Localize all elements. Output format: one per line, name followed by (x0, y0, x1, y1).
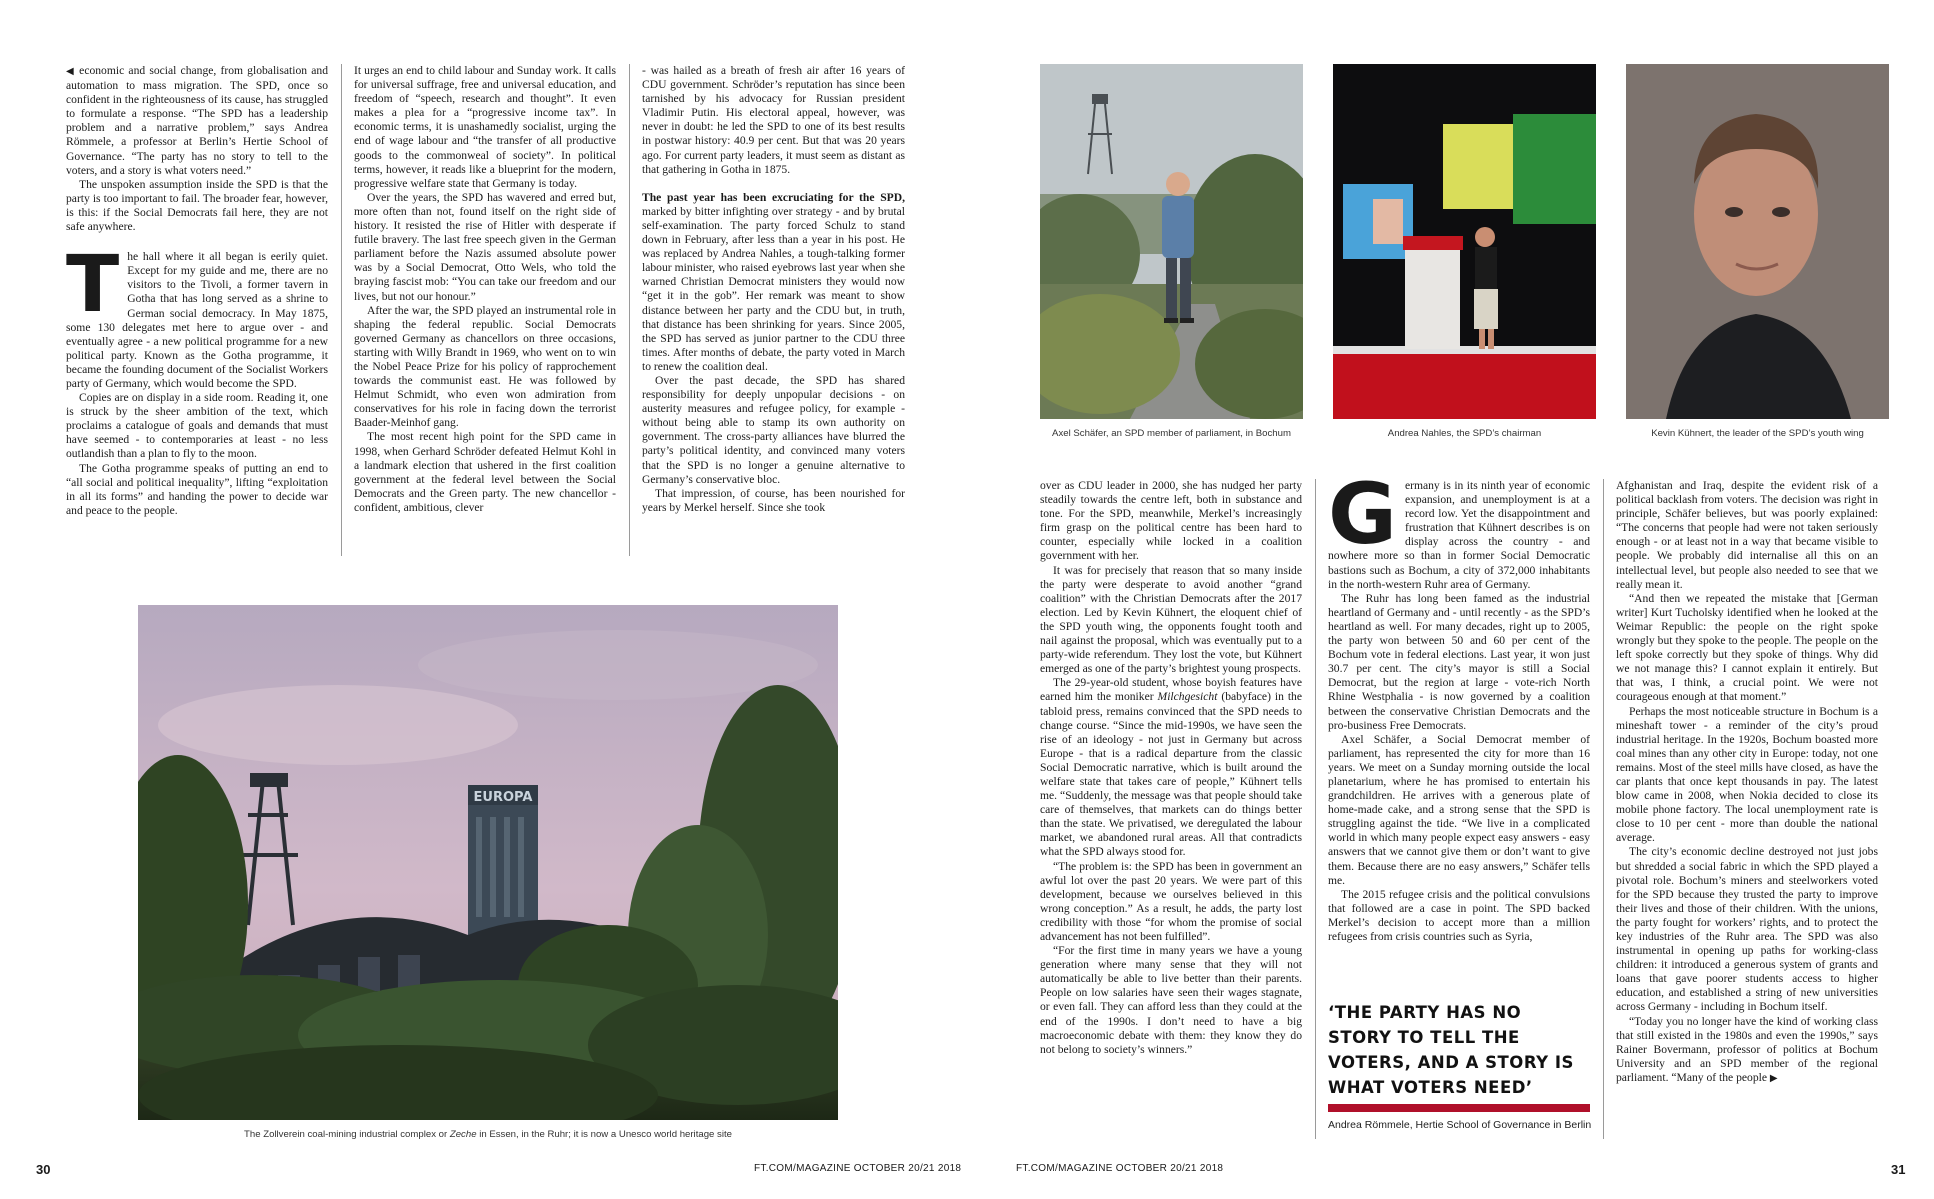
drop-cap: T (66, 240, 120, 331)
left-column-3 (642, 64, 905, 515)
page-footer: FT.COM/MAGAZINE OCTOBER 20/21 2018 (754, 1163, 962, 1174)
paragraph: It urges an end to child labour and Sunday work. It calls for universal suffrage, free and universal education, and freedom of “speech, research and thought”. It even makes a plea for a “progressive income tax”. In economic terms, it is unashamedly socialist, urging the end of wage labour and “the transfer of all productive goods to the commonweal of society”. In political terms, however, it reads like a blueprint for the modern, progressive welfare state that Germany is today. (354, 64, 616, 190)
andrea-nahles-caption: Andrea Nahles, the SPD’s chairman (1387, 428, 1542, 439)
paragraph: Axel Schäfer, a Social Democrat member of parliament, has represented the city for more than 16 years. We meet on a Sunday morning outside the local planetarium, where he has promised to entertain his grandchildren. He arrives with a generous plate of home-made cake, and a strong sense that the SPD is struggling against the tide. “We live in a complicated world in which many people expect easy answers - easy answers that we cannot give them or don’t want to give them. Because there are no easy answers,” Schäfer tells me. (1328, 732, 1590, 887)
right-page (967, 0, 1934, 1199)
axel-schafer-caption: Axel Schäfer, an SPD member of parliament, in Bochum (1052, 428, 1291, 439)
paragraph: “Today you no longer have the kind of working class that still existed in the 1980s and even the 1990s,” says Rainer Bovermann, professor of politics at Bochum University and an SPD member of the regional parliament. “Many of the people ▶ (1616, 1014, 1878, 1084)
paragraph: The city’s economic decline destroyed not just jobs but shredded a social fabric in which the SPD played a pivotal role. Bochum’s miners and steelworkers voted for the SPD because they trusted the party to improve their lives and those of their children. With the unions, the party fought for workers’ rights, and to protect the key industries of the Ruhr area. The SPD was also instrumental in opening up paths for working-class children: it introduced a generous system of grants and loans that gave poorer students access to higher education, and established a string of new universities across Germany - including in Bochum itself. (1616, 845, 1878, 1014)
page-footer: FT.COM/MAGAZINE OCTOBER 20/21 2018 (1016, 1163, 1224, 1174)
column-rule (1603, 479, 1604, 1139)
paragraph: over as CDU leader in 2000, she has nudged her party steadily towards the centre left, both in substance and tone. For the SPD, meanwhile, Merkel’s increasingly firm grasp on the political centre has been hard to counter, especially while locked in a coalition government with her. (1040, 479, 1302, 563)
paragraph: The Ruhr has long been famed as the industrial heartland of Germany and - until recently - as the SPD’s heartland as well. For many decades, right up to 2005, the party won between 50 and 60 per cent of the Bochum vote in federal elections. Last year, it won just 30.7 per cent. The city’s mayor is still a Social Democrat, but the region at large - vote-rich North Rhine Westphalia - is now governed by a coalition between the conservative Christian Democrats and the pro-business Free Democrats. (1328, 591, 1590, 732)
paragraph: Over the past decade, the SPD has shared responsibility for deeply unpopular decisions - on austerity measures and refugee policy, for example - without being able to stamp its own authority on government. The cross-party alliances have blurred the party’s political identity, and convinced many voters that the SPD is no longer a genuine alternative to Germany’s conservative bloc. (642, 373, 905, 486)
paragraph: After the war, the SPD played an instrumental role in shaping the federal republic. Social Democrats governed Germany as chancellors on three occasions, starting with Willy Brandt in 1969, who went on to win the Nobel Peace Prize for his policy of rapprochement towards the communist east. He was followed by Helmut Schmidt, who even won admiration from conservatives for his role in facing down the terrorist Baader-Meinhof gang. (354, 303, 616, 430)
paragraph: The unspoken assumption inside the SPD is that the party is too important to fail. The broader fear, however, is this: if the Social Democrats fail here, they are not safe anywhere. (66, 177, 328, 234)
andrea-nahles-photo (1333, 64, 1596, 419)
kevin-kuhnert-illustration (1626, 64, 1889, 419)
paragraph: “And then we repeated the mistake that [German writer] Kurt Tucholsky identified when he looked at the Weimar Republic: the people on the right spoke wrongly but they spoke to the people. The people on the left spoke correctly but they spoke of things. Why did we not manage this? I cannot explain it entirely. But that was, I think, a crucial point. We were not courageous enough at that moment.” (1616, 591, 1878, 704)
axel-schafer-illustration (1040, 64, 1303, 419)
page-number: 30 (36, 1162, 51, 1177)
andrea-nahles-illustration (1333, 64, 1596, 419)
column-rule (629, 64, 630, 556)
right-column-3 (1616, 479, 1878, 1086)
pull-quote-attribution: Andrea Römmele, Hertie School of Governance in Berlin (1328, 1119, 1592, 1131)
right-column-2 (1328, 465, 1590, 944)
paragraph: Over the years, the SPD has wavered and erred but, more often than not, found itself on the right side of history. It resisted the rise of Hitler with desperate if futile bravery. The last free speech given in the German parliament before the Nazis assumed absolute power was by a Social Democrat, Otto Wels, who told the braying fascist mob: “You can take our freedom and our lives, but not our honour.” (354, 190, 616, 303)
paragraph: The most recent high point for the SPD came in 1998, when Gerhard Schröder defeated Helmut Kohl in a landmark election that ushered in the first coalition government at the federal level between the Social Democrats and the Green party. The new chancellor - confident, ambitious, clever (354, 430, 616, 514)
axel-schafer-photo (1040, 64, 1303, 419)
kevin-kuhnert-photo (1626, 64, 1889, 419)
paragraph: The hall where it all began is eerily quiet. Except for my guide and me, there are no visitors to the Tivoli, a former tavern in Gotha that has long served as a shrine to German social democracy. In May 1875, some 130 delegates met here to argue over - and eventually agree - a new political programme for a new political party. Known as the Gotha programme, it became the founding document of the Socialist Workers party of Germany, which would become the SPD. (66, 240, 328, 390)
left-column-2 (354, 64, 616, 515)
paragraph: Copies are on display in a side room. Reading it, one is struck by the sheer ambition of the text, which proclaims a catalogue of goals and demands that must have seemed - to contemporaries at least - no less outlandish than a plan to fly to the moon. (66, 391, 328, 461)
paragraph: - was hailed as a breath of fresh air after 16 years of CDU government. Schröder’s reputation has since been tarnished by his advocacy for Russian president Vladimir Putin. His electoral appeal, however, was never in doubt: he led the SPD to one of its best results in postwar history: 40.9 per cent. But that was 20 years ago. For current party leaders, it must seem as distant as that gathering in Gotha in 1875. (642, 64, 905, 176)
paragraph: “For the first time in many years we have a young generation where many sense that they will not automatically be able to live better than their parents. People on low salaries have seen their wages stagnate, or even fall. They can afford less than they could at the end of the 1990s. I don’t need to have a big macroeconomic debate with them: they know they do not belong to society’s winners.” (1040, 944, 1302, 1056)
kevin-kuhnert-caption: Kevin Kühnert, the leader of the SPD’s youth wing (1651, 428, 1864, 439)
zollverein-illustration (138, 605, 838, 1120)
paragraph: “The problem is: the SPD has been in government an awful lot over the past 20 years. We were part of this development, because we ourselves believed in this wrong conception.” As a result, he adds, the party lost credibility with those “for whom the promise of social advancement has not been fulfilled”. (1040, 859, 1302, 943)
right-column-1 (1040, 479, 1302, 1057)
paragraph: That impression, of course, has been nourished for years by Merkel herself. Since she took (642, 486, 905, 514)
paragraph: Germany is in its ninth year of economic expansion, and unemployment is at a record low. Yet the disappointment and frustration that Kühnert describes is on display across the country - and nowhere more so than in former Social Democratic bastions such as Bochum, a city of 372,000 inhabitants in the north-western Ruhr area of Germany. (1328, 465, 1590, 591)
zollverein-photo-caption: The Zollverein coal-mining industrial complex or Zeche in Essen, in the Ruhr; it is now a Unesco world heritage site (244, 1129, 732, 1140)
paragraph: The Gotha programme speaks of putting an end to “all social and political inequality”, lifting “exploitation in all its forms” and handing the power to decide war and peace to the people. (66, 461, 328, 517)
paragraph: The past year has been excruciating for the SPD, marked by bitter infighting over strategy - and by brutal self-examination. The party forced Schulz to stand down in February, after less than a year in his post. He was replaced by Andrea Nahles, a tough-talking former labour minister, who raised eyebrows last year when she warned Christian Democrat ministers they would now “get it in the gob”. Her remark was meant to show distance between her party and the CDU but, in truth, that distance has been shrinking for years. Since 2005, the SPD has served as junior partner to the CDU three times. After months of debate, the party voted in March to renew the coalition deal. (642, 190, 905, 373)
drop-cap: G (1328, 465, 1397, 563)
page-number: 31 (1891, 1162, 1906, 1177)
paragraph: The 2015 refugee crisis and the political convulsions that followed are a case in point. The SPD backed Merkel’s decision to accept more than a million refugees from crisis countries such as Syria, (1328, 887, 1590, 943)
pull-quote-rule (1328, 1104, 1590, 1112)
europa-sign: EUROPA (473, 790, 533, 805)
paragraph: Perhaps the most noticeable structure in Bochum is a mineshaft tower - a reminder of the city’s proud industrial heritage. In the 1920s, Bochum boasted more coal mines than any other city in Europe: today, not one remains. Most of the steel mills have closed, as have the car plants that once kept thousands in pay. The latest blow came in 2008, when Nokia decided to close its mobile phone factory. The local unemployment rate is close to 10 per cent - more than double the national average. (1616, 704, 1878, 845)
paragraph: The 29-year-old student, whose boyish features have earned him the moniker Milchgesicht (babyface) in the tabloid press, remains convinced that the SPD needs to change course. “Since the mid-1990s, we have seen the rise of an ideology - not just in Germany but across Europe - that is a radical departure from the classic Social Democratic narrative, which is built around the welfare state that takes care of people,” Kühnert tells me. “Suddenly, the message was that people should take care of themselves, that markets can do things better than the state. We privatised, we deregulated the labour market, we abandoned rural areas. All that contradicts what the SPD always stood for. (1040, 676, 1303, 859)
zollverein-photo (138, 605, 838, 1120)
pull-quote: ‘THE PARTY HAS NO STORY TO TELL THE VOTERS, AND A STORY IS WHAT VOTERS NEED’ (1328, 1003, 1574, 1097)
column-rule (1315, 479, 1316, 1139)
paragraph: It was for precisely that reason that so many inside the party were desperate to avoid another “grand coalition” with the Christian Democrats after the 2017 election. Led by Kevin Kühnert, the eloquent chief of the SPD youth wing, the opponents fought tooth and nail against the proposal, which was eventually put to a party-wide referendum. They lost the vote, but Kühnert emerged as one of the party’s brightest young prospects. (1040, 563, 1302, 676)
column-rule (341, 64, 342, 556)
paragraph: Afghanistan and Iraq, despite the evident risk of a political backlash from voters. The decision was right in principle, Schäfer believes, but was poorly explained: “The concerns that people had were not taken seriously enough - or at least not in a way that became visible to people. We probably did internalise all this on an intellectual level, but people also needed to see that we really mean it. (1616, 479, 1878, 591)
continue-arrow-icon: ▶ (1769, 1072, 1778, 1084)
continued-arrow-icon: ◀ (66, 66, 75, 77)
left-column-1 (66, 64, 328, 518)
paragraph: ◀ economic and social change, from globalisation and automation to mass migration. The SPD, once so confident in the righteousness of its cause, has struggled to formulate a response. “The SPD has a leadership problem and a narrative problem,” says Andrea Römmele, a professor at Berlin’s Hertie School of Governance. “The party has no story to tell to the voters, and a story is what voters need.” (66, 64, 328, 177)
